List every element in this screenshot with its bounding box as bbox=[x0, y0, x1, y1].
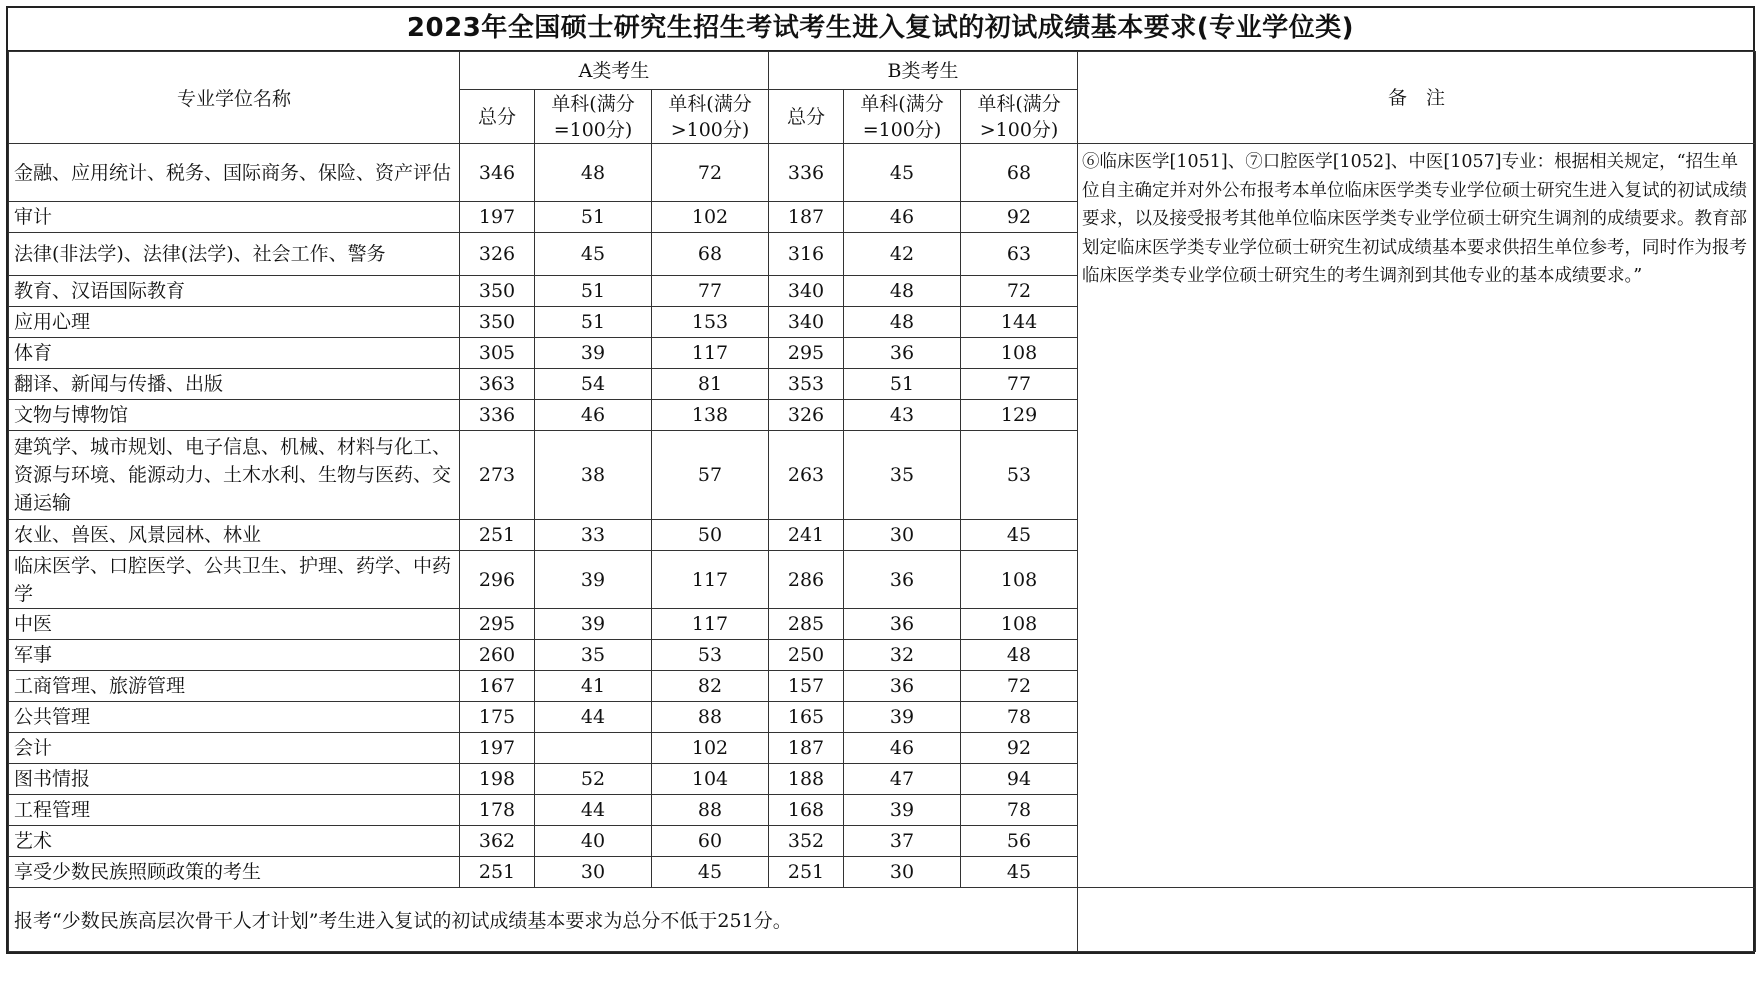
b-total: 157 bbox=[769, 671, 844, 702]
remark-text: ⑥临床医学[1051]、⑦口腔医学[1052]、中医[1057]专业：根据相关规定，“招生单位自主确定并对外公布报考本单位临床医学类专业学位硕士研究生进入复试的初试成绩要求，以及接受报考其他单位临床医学类专业学位硕士研究生调剂的成绩要求。教育部划定临床医学类专业学位硕士研究生初试成绩基本要求供招生单位参考，同时作为报考临床医学类专业学位硕士研究生的考生调剂到其他专业的基本成绩要求。” bbox=[1078, 144, 1756, 888]
b-single-over100: 92 bbox=[961, 733, 1078, 764]
b-single-100: 45 bbox=[844, 144, 961, 202]
b-single-over100: 72 bbox=[961, 276, 1078, 307]
b-single-over100: 53 bbox=[961, 431, 1078, 520]
major-name: 法律(非法学)、法律(法学)、社会工作、警务 bbox=[9, 233, 460, 276]
a-single-over100: 102 bbox=[652, 202, 769, 233]
major-name: 图书情报 bbox=[9, 764, 460, 795]
b-single-over100: 68 bbox=[961, 144, 1078, 202]
major-name: 建筑学、城市规划、电子信息、机械、材料与化工、资源与环境、能源动力、土木水利、生物与医药、交通运输 bbox=[9, 431, 460, 520]
b-single-100: 30 bbox=[844, 520, 961, 551]
a-single-100: 40 bbox=[535, 826, 652, 857]
b-single-over100: 78 bbox=[961, 702, 1078, 733]
header-remark: 备 注 bbox=[1078, 52, 1756, 144]
a-single-100: 44 bbox=[535, 702, 652, 733]
major-name: 审计 bbox=[9, 202, 460, 233]
header-b-total: 总分 bbox=[769, 90, 844, 144]
a-total: 305 bbox=[460, 338, 535, 369]
b-single-100: 48 bbox=[844, 276, 961, 307]
a-total: 336 bbox=[460, 400, 535, 431]
header-group-a: A类考生 bbox=[460, 52, 769, 90]
a-single-100: 54 bbox=[535, 369, 652, 400]
a-single-over100: 60 bbox=[652, 826, 769, 857]
a-single-100: 30 bbox=[535, 857, 652, 888]
header-b-single-over100-line1: 单科(满分 bbox=[977, 92, 1061, 115]
b-total: 168 bbox=[769, 795, 844, 826]
a-total: 178 bbox=[460, 795, 535, 826]
header-a-total: 总分 bbox=[460, 90, 535, 144]
a-total: 198 bbox=[460, 764, 535, 795]
header-group-b: B类考生 bbox=[769, 52, 1078, 90]
a-single-over100: 77 bbox=[652, 276, 769, 307]
table-row bbox=[9, 144, 1756, 202]
a-single-over100: 153 bbox=[652, 307, 769, 338]
a-single-100: 46 bbox=[535, 400, 652, 431]
b-total: 295 bbox=[769, 338, 844, 369]
a-single-over100: 102 bbox=[652, 733, 769, 764]
b-single-100: 46 bbox=[844, 733, 961, 764]
b-single-over100: 108 bbox=[961, 338, 1078, 369]
score-table bbox=[8, 51, 1756, 952]
b-single-over100: 63 bbox=[961, 233, 1078, 276]
header-b-single-over100-line2: >100分) bbox=[979, 118, 1059, 141]
a-total: 251 bbox=[460, 857, 535, 888]
b-total: 250 bbox=[769, 640, 844, 671]
header-a-single-100-line1: 单科(满分 bbox=[551, 92, 635, 115]
b-single-100: 48 bbox=[844, 307, 961, 338]
a-single-over100: 88 bbox=[652, 702, 769, 733]
b-single-100: 36 bbox=[844, 671, 961, 702]
b-total: 187 bbox=[769, 733, 844, 764]
a-total: 363 bbox=[460, 369, 535, 400]
a-single-over100: 81 bbox=[652, 369, 769, 400]
a-total: 346 bbox=[460, 144, 535, 202]
a-single-100: 39 bbox=[535, 338, 652, 369]
major-name: 公共管理 bbox=[9, 702, 460, 733]
a-total: 273 bbox=[460, 431, 535, 520]
b-single-100: 37 bbox=[844, 826, 961, 857]
major-name: 中医 bbox=[9, 609, 460, 640]
b-total: 285 bbox=[769, 609, 844, 640]
b-single-over100: 56 bbox=[961, 826, 1078, 857]
a-single-over100: 53 bbox=[652, 640, 769, 671]
a-single-over100: 117 bbox=[652, 551, 769, 609]
b-single-over100: 78 bbox=[961, 795, 1078, 826]
b-total: 353 bbox=[769, 369, 844, 400]
a-single-100: 51 bbox=[535, 307, 652, 338]
header-b-single-over100 bbox=[961, 90, 1078, 144]
a-single-100: 48 bbox=[535, 144, 652, 202]
b-single-100: 39 bbox=[844, 795, 961, 826]
b-single-over100: 144 bbox=[961, 307, 1078, 338]
b-total: 316 bbox=[769, 233, 844, 276]
b-total: 326 bbox=[769, 400, 844, 431]
a-single-over100: 50 bbox=[652, 520, 769, 551]
page-title: 2023年全国硕士研究生招生考试考生进入复试的初试成绩基本要求(专业学位类) bbox=[8, 8, 1753, 51]
b-total: 165 bbox=[769, 702, 844, 733]
major-name: 军事 bbox=[9, 640, 460, 671]
a-total: 175 bbox=[460, 702, 535, 733]
b-single-over100: 77 bbox=[961, 369, 1078, 400]
b-single-over100: 129 bbox=[961, 400, 1078, 431]
a-single-100: 35 bbox=[535, 640, 652, 671]
b-total: 336 bbox=[769, 144, 844, 202]
a-single-over100: 117 bbox=[652, 609, 769, 640]
a-single-100: 52 bbox=[535, 764, 652, 795]
b-single-over100: 72 bbox=[961, 671, 1078, 702]
b-total: 352 bbox=[769, 826, 844, 857]
major-name: 工程管理 bbox=[9, 795, 460, 826]
major-name: 艺术 bbox=[9, 826, 460, 857]
a-single-100 bbox=[535, 733, 652, 764]
header-b-single-100 bbox=[844, 90, 961, 144]
b-total: 241 bbox=[769, 520, 844, 551]
b-single-100: 36 bbox=[844, 609, 961, 640]
major-name: 体育 bbox=[9, 338, 460, 369]
footer-remark-empty bbox=[1078, 888, 1756, 952]
b-total: 286 bbox=[769, 551, 844, 609]
b-single-100: 51 bbox=[844, 369, 961, 400]
b-single-100: 43 bbox=[844, 400, 961, 431]
a-single-over100: 72 bbox=[652, 144, 769, 202]
major-name: 文物与博物馆 bbox=[9, 400, 460, 431]
b-single-100: 36 bbox=[844, 338, 961, 369]
a-total: 197 bbox=[460, 733, 535, 764]
header-b-single-100-line2: =100分) bbox=[862, 118, 942, 141]
a-single-100: 41 bbox=[535, 671, 652, 702]
footer-row bbox=[9, 888, 1756, 952]
a-single-100: 39 bbox=[535, 551, 652, 609]
major-name: 会计 bbox=[9, 733, 460, 764]
major-name: 享受少数民族照顾政策的考生 bbox=[9, 857, 460, 888]
b-total: 340 bbox=[769, 276, 844, 307]
a-total: 197 bbox=[460, 202, 535, 233]
a-total: 362 bbox=[460, 826, 535, 857]
a-single-100: 45 bbox=[535, 233, 652, 276]
b-total: 188 bbox=[769, 764, 844, 795]
major-name: 农业、兽医、风景园林、林业 bbox=[9, 520, 460, 551]
a-total: 296 bbox=[460, 551, 535, 609]
b-single-100: 39 bbox=[844, 702, 961, 733]
b-total: 251 bbox=[769, 857, 844, 888]
a-single-over100: 117 bbox=[652, 338, 769, 369]
major-name: 金融、应用统计、税务、国际商务、保险、资产评估 bbox=[9, 144, 460, 202]
major-name: 教育、汉语国际教育 bbox=[9, 276, 460, 307]
a-total: 295 bbox=[460, 609, 535, 640]
b-single-100: 42 bbox=[844, 233, 961, 276]
a-single-over100: 88 bbox=[652, 795, 769, 826]
b-single-100: 36 bbox=[844, 551, 961, 609]
b-single-100: 46 bbox=[844, 202, 961, 233]
a-total: 350 bbox=[460, 276, 535, 307]
a-total: 251 bbox=[460, 520, 535, 551]
a-single-100: 51 bbox=[535, 202, 652, 233]
b-total: 340 bbox=[769, 307, 844, 338]
b-single-over100: 92 bbox=[961, 202, 1078, 233]
a-total: 260 bbox=[460, 640, 535, 671]
a-single-over100: 45 bbox=[652, 857, 769, 888]
b-single-over100: 108 bbox=[961, 609, 1078, 640]
b-single-over100: 94 bbox=[961, 764, 1078, 795]
a-total: 167 bbox=[460, 671, 535, 702]
a-single-over100: 57 bbox=[652, 431, 769, 520]
b-single-100: 30 bbox=[844, 857, 961, 888]
b-single-100: 35 bbox=[844, 431, 961, 520]
header-a-single-over100-line1: 单科(满分 bbox=[668, 92, 752, 115]
header-b-single-100-line1: 单科(满分 bbox=[860, 92, 944, 115]
a-single-over100: 138 bbox=[652, 400, 769, 431]
a-total: 326 bbox=[460, 233, 535, 276]
b-single-over100: 45 bbox=[961, 520, 1078, 551]
b-single-100: 32 bbox=[844, 640, 961, 671]
header-a-single-over100-line2: >100分) bbox=[670, 118, 750, 141]
header-a-single-100-line2: =100分) bbox=[553, 118, 633, 141]
header-a-single-100 bbox=[535, 90, 652, 144]
a-single-100: 33 bbox=[535, 520, 652, 551]
a-single-over100: 104 bbox=[652, 764, 769, 795]
a-single-over100: 68 bbox=[652, 233, 769, 276]
header-a-single-over100 bbox=[652, 90, 769, 144]
a-single-100: 44 bbox=[535, 795, 652, 826]
b-single-over100: 48 bbox=[961, 640, 1078, 671]
b-single-over100: 45 bbox=[961, 857, 1078, 888]
b-total: 263 bbox=[769, 431, 844, 520]
major-name: 临床医学、口腔医学、公共卫生、护理、药学、中药学 bbox=[9, 551, 460, 609]
b-total: 187 bbox=[769, 202, 844, 233]
major-name: 翻译、新闻与传播、出版 bbox=[9, 369, 460, 400]
a-single-100: 39 bbox=[535, 609, 652, 640]
a-single-100: 38 bbox=[535, 431, 652, 520]
a-total: 350 bbox=[460, 307, 535, 338]
score-table-document bbox=[6, 6, 1755, 954]
header-major-name: 专业学位名称 bbox=[9, 52, 460, 144]
b-single-over100: 108 bbox=[961, 551, 1078, 609]
a-single-over100: 82 bbox=[652, 671, 769, 702]
a-single-100: 51 bbox=[535, 276, 652, 307]
footer-note: 报考“少数民族高层次骨干人才计划”考生进入复试的初试成绩基本要求为总分不低于251分。 bbox=[9, 888, 1078, 952]
major-name: 应用心理 bbox=[9, 307, 460, 338]
major-name: 工商管理、旅游管理 bbox=[9, 671, 460, 702]
b-single-100: 47 bbox=[844, 764, 961, 795]
